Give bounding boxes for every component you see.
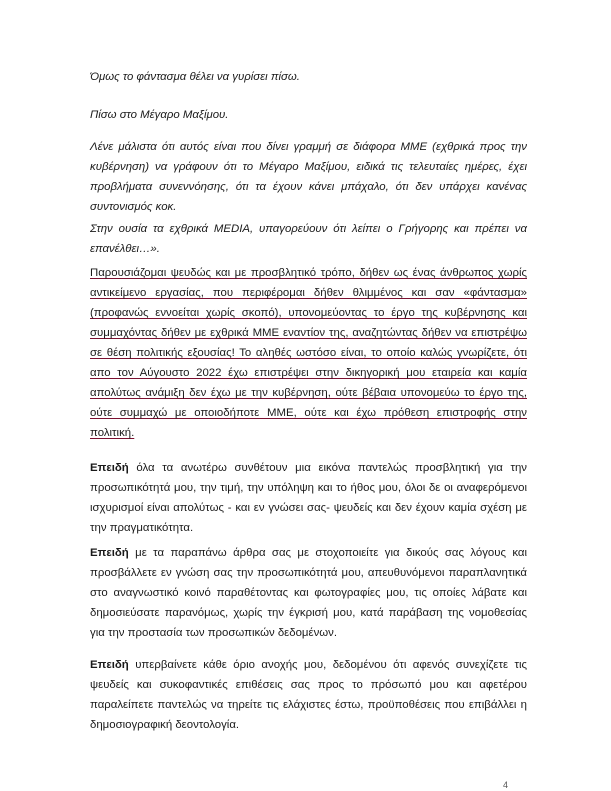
paragraph-false-presentation: Παρουσιάζομαι ψευδώς και με προσβλητικό τρόπο, δήθεν ως ένας άνθρωπος χωρίς αντικείμενο εργασίας, που περιφέρομαι δήθεν θλιμμένος και σαν «φάντασμα» (προφανώς εννοείται χωρίς σκοπό), υπονομεύοντας το έργο της κυβέρνησης και συμμαχόντας δήθεν με εχθρικά ΜΜΕ εναντίον της, αναζητώντας δήθεν να επιστρέψω σε θέση πολιτικής εξουσίας! Το αληθές ωστόσο είναι, το οποίο καλώς γνωρίζετε, ότι απο τον Αύγουστο 2022 έχω επιστρέψει στην δικηγορική μου εταιρεία και καμία απολύτως ανάμιξη δεν έχω με την κυβέρνηση, ούτε βέβαια υπονομεύω το έργο της, ούτε συμμαχώ με οποιοδήποτε ΜΜΕ, ούτε και έχω πρόθεση επιστροφής στην πολιτική. bbox=[90, 267, 527, 439]
paragraph-maximos-mansion: Πίσω στο Μέγαρο Μαξίμου. bbox=[90, 109, 229, 121]
paragraph-whereas-3 bbox=[90, 655, 527, 735]
paragraph-enemy-media: Στην ουσία τα εχθρικά MEDIA, υπαγορεύουν ότι λείπει ο Γρήγορης και πρέπει να επανέλθει…». bbox=[90, 223, 527, 255]
paragraph-whereas-1 bbox=[90, 458, 527, 538]
whereas-text: όλα τα ανωτέρω συνθέτουν μια εικόνα παντελώς προσβλητική για την προσωπικότητά μου, την τιμή, την υπόληψη και το ήθος μου, όλοι δε οι αναφερόμενοι ισχυρισμοί είναι απολύτως - και εν γνώσει σας- ψευδείς και δεν έχουν καμία σχέση με την πραγματικότητα. bbox=[90, 462, 527, 534]
whereas-lead: Επειδή bbox=[90, 462, 129, 474]
whereas-text: με τα παραπάνω άρθρα σας με στοχοποιείτε για δικούς σας λόγους και προσβάλλετε εν γνώση σας την προσωπικότητά μου, απευθυνόμενοι παραπλανητικά στο αναγνωστικό κοινό παραθέτοντας και φωτογραφίες μου, τις οποίες λάβατε και δημοσιεύσατε παρανόμως, χωρίς την έγκρισή μου, κατά παράβαση της νομοθεσίας για την προστασία των προσωπικών δεδομένων. bbox=[90, 547, 527, 639]
whereas-lead: Επειδή bbox=[90, 659, 129, 671]
paragraph-media-claims: Λένε μάλιστα ότι αυτός είναι που δίνει γραμμή σε διάφορα ΜΜΕ (εχθρικά προς την κυβέρνηση) να γράφουν ότι το Μέγαρο Μαξίμου, ειδικά τις τελευταίες ημέρες, έχει προβλήματα συνεννόησης, ότι τα έχουν κάνει μπάχαλο, ότι δεν υπάρχει κανένας συντονισμός κοκ. bbox=[90, 141, 527, 213]
whereas-lead: Επειδή bbox=[90, 547, 129, 559]
paragraph-ghost-return: Όμως το φάντασμα θέλει να γυρίσει πίσω. bbox=[90, 71, 300, 83]
page-number: 4 bbox=[503, 780, 509, 790]
paragraph-whereas-2 bbox=[90, 543, 527, 643]
whereas-text: υπερβαίνετε κάθε όριο ανοχής μου, δεδομένου ότι αφενός συνεχίζετε τις ψευδείς και συκοφαντικές επιθέσεις σας προς το πρόσωπό μου και αφετέρου παραλείπετε παντελώς να τηρείτε τις ελάχιστες έστω, προϋποθέσεις που επιβάλλει η δημοσιογραφική δεοντολογία. bbox=[90, 659, 527, 731]
